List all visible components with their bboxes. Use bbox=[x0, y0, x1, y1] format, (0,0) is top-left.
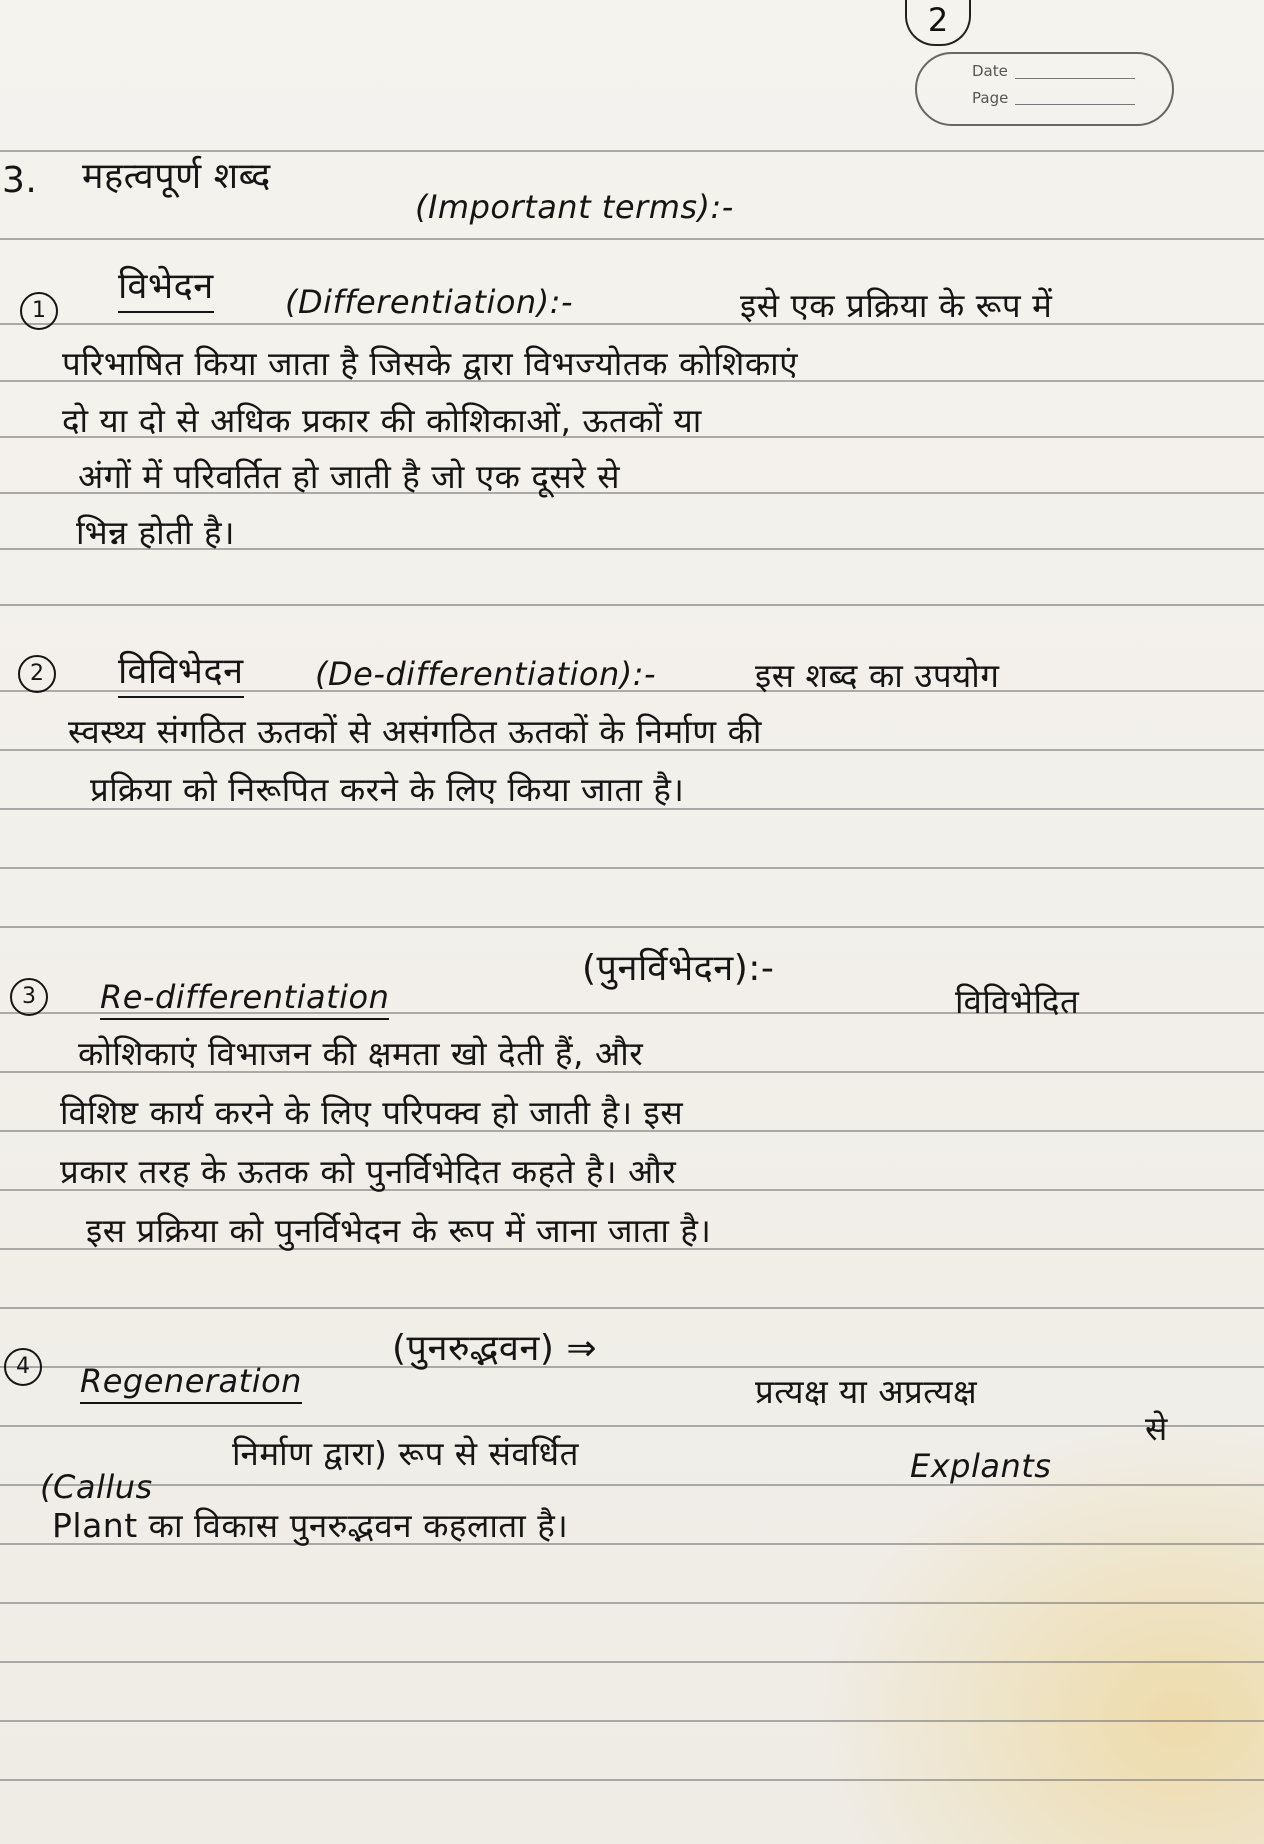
term-line: प्रकार तरह के ऊतक को पुनर्विभेदित कहते है। और bbox=[60, 1152, 677, 1191]
heading-hindi: महत्वपूर्ण शब्द bbox=[82, 156, 271, 197]
ruled-line bbox=[0, 867, 1264, 869]
term-title-hindi: (पुनर्विभेदन):- bbox=[582, 948, 775, 989]
term-title-hindi: विभेदन bbox=[118, 260, 214, 313]
term-line: प्रक्रिया को निरूपित करने के लिए किया जाता है। bbox=[90, 770, 685, 809]
term-line: Plant का विकास पुनरुद्भवन कहलाता है। bbox=[52, 1506, 569, 1545]
term-line: भिन्न होती है। bbox=[76, 513, 235, 552]
term-line: कोशिकाएं विभाजन की क्षमता खो देती हैं, और bbox=[78, 1034, 644, 1073]
term-line: परिभाषित किया जाता है जिसके द्वारा विभज्योतक कोशिकाएं bbox=[62, 344, 798, 383]
term-line: दो या दो से अधिक प्रकार की कोशिकाओं, ऊतकों या bbox=[62, 401, 702, 440]
page-label: Page bbox=[972, 89, 1009, 107]
term-line: इसे एक प्रक्रिया के रूप में bbox=[740, 286, 1053, 325]
term-line: इस शब्द का उपयोग bbox=[755, 656, 1000, 695]
page-blank bbox=[1015, 104, 1135, 105]
term-line: निर्माण द्वारा) रूप से संवर्धित bbox=[232, 1434, 579, 1473]
term-title-hindi: विविभेदन bbox=[118, 645, 244, 698]
term-number: 4 bbox=[4, 1348, 42, 1386]
term-line: अंगों में परिवर्तित हो जाती है जो एक दूसरे से bbox=[78, 457, 621, 496]
ruled-line bbox=[0, 1661, 1264, 1663]
ruled-line bbox=[0, 323, 1264, 325]
term-title-english: (Differentiation):- bbox=[285, 283, 574, 321]
heading-english: (Important terms):- bbox=[415, 188, 734, 226]
term-title-english: Re-differentiation bbox=[100, 978, 389, 1020]
heading-index: 3. bbox=[2, 160, 38, 201]
term-line: Explants bbox=[910, 1447, 1052, 1485]
term-line: प्रत्यक्ष या अप्रत्यक्ष bbox=[755, 1372, 978, 1411]
term-title-english: (De-differentiation):- bbox=[315, 655, 657, 693]
page-number: 2 bbox=[905, 0, 971, 46]
date-blank bbox=[1015, 78, 1135, 79]
term-line: से bbox=[1145, 1409, 1168, 1448]
ruled-line bbox=[0, 1484, 1264, 1486]
ruled-line bbox=[0, 1425, 1264, 1427]
ruled-line bbox=[0, 926, 1264, 928]
ruled-line bbox=[0, 1720, 1264, 1722]
term-line: विशिष्ट कार्य करने के लिए परिपक्व हो जाती है। इस bbox=[60, 1093, 684, 1132]
term-line: (Callus bbox=[40, 1468, 153, 1506]
ruled-line bbox=[0, 1779, 1264, 1781]
ruled-line bbox=[0, 1602, 1264, 1604]
term-number: 1 bbox=[20, 292, 58, 330]
term-number: 2 bbox=[18, 655, 56, 693]
ruled-line bbox=[0, 1307, 1264, 1309]
term-line: स्वस्थ्य संगठित ऊतकों से असंगठित ऊतकों के निर्माण की bbox=[68, 712, 762, 751]
term-title-hindi: (पुनरुद्भवन) ⇒ bbox=[392, 1328, 598, 1369]
ruled-line bbox=[0, 238, 1264, 240]
date-page-stamp bbox=[915, 52, 1174, 126]
term-number: 3 bbox=[10, 978, 48, 1016]
date-label: Date bbox=[972, 62, 1008, 80]
term-line: इस प्रक्रिया को पुनर्विभेदन के रूप में जाना जाता है। bbox=[86, 1211, 712, 1250]
ruled-line bbox=[0, 604, 1264, 606]
term-line: विविभेदित bbox=[955, 982, 1080, 1021]
term-title-english: Regeneration bbox=[80, 1362, 302, 1404]
